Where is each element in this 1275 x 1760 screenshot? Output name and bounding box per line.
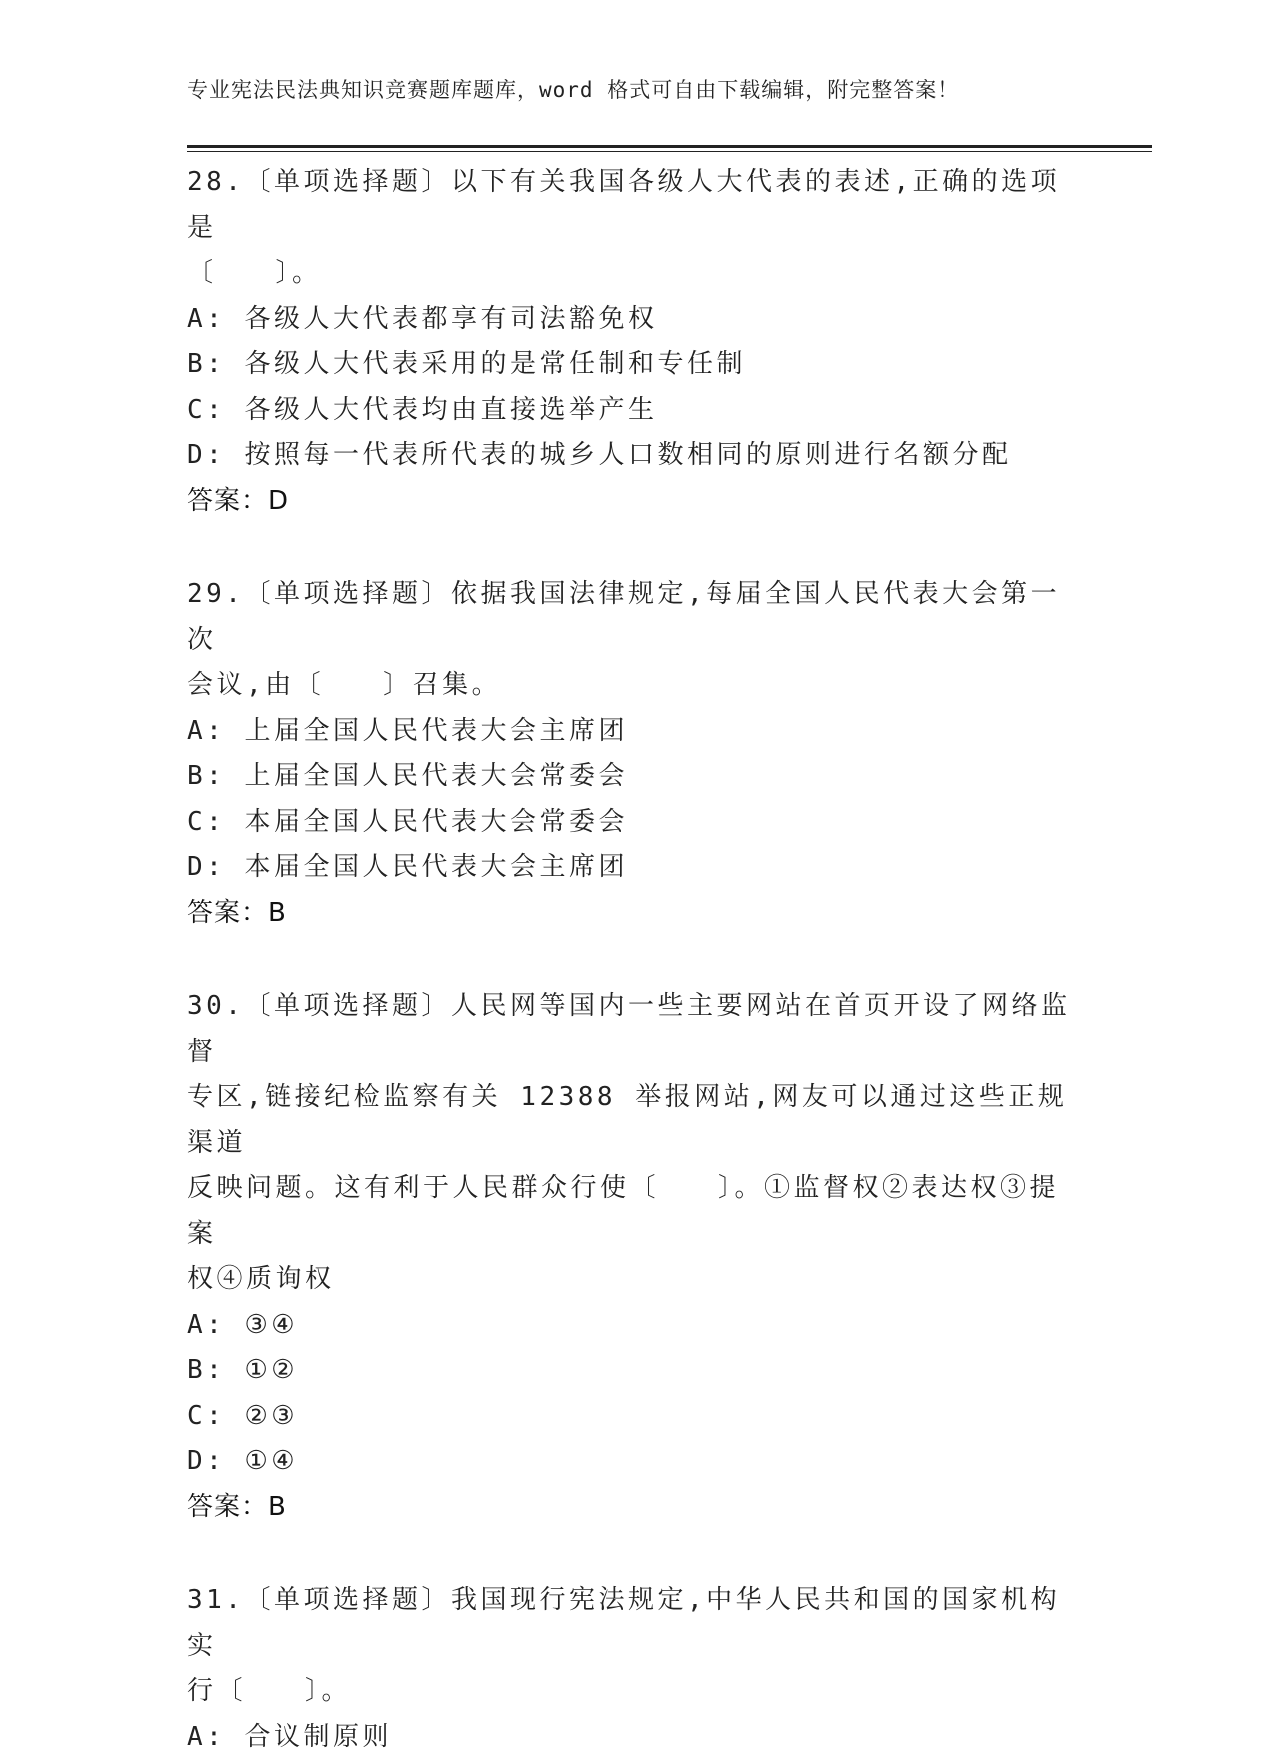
question-stem-line: 29.〔单项选择题〕依据我国法律规定,每届全国人民代表大会第一次 xyxy=(187,572,1087,663)
question-stem-line: 28.〔单项选择题〕以下有关我国各级人大代表的表述,正确的选项是 xyxy=(187,160,1087,251)
question-stem-line: 会议,由〔 〕召集。 xyxy=(187,663,1087,709)
answer: 答案：B xyxy=(187,1485,1087,1531)
question-stem-line: 反映问题。这有利于人民群众行使〔 〕。①监督权②表达权③提案 xyxy=(187,1166,1087,1257)
header-divider-thick xyxy=(187,145,1152,148)
option-b: B: 上届全国人民代表大会常委会 xyxy=(187,754,1087,800)
question-stem-line: 31.〔单项选择题〕我国现行宪法规定,中华人民共和国的国家机构实 xyxy=(187,1578,1087,1669)
question-29 xyxy=(187,572,1087,936)
header-divider-thin xyxy=(187,151,1152,152)
question-31 xyxy=(187,1578,1087,1760)
option-a: A: 合议制原则 xyxy=(187,1715,1087,1760)
option-b: B: 各级人大代表采用的是常任制和专任制 xyxy=(187,342,1087,388)
option-a: A: 各级人大代表都享有司法豁免权 xyxy=(187,297,1087,343)
option-d: D: ①④ xyxy=(187,1439,1087,1485)
option-c: C: 各级人大代表均由直接选举产生 xyxy=(187,388,1087,434)
document-header: 专业宪法民法典知识竞赛题库题库，word 格式可自由下载编辑，附完整答案！ xyxy=(187,74,959,104)
question-28 xyxy=(187,160,1087,524)
option-d: D: 按照每一代表所代表的城乡人口数相同的原则进行名额分配 xyxy=(187,433,1087,479)
option-c: C: ②③ xyxy=(187,1394,1087,1440)
question-stem-line: 行〔 〕。 xyxy=(187,1669,1087,1715)
option-d: D: 本届全国人民代表大会主席团 xyxy=(187,845,1087,891)
question-list xyxy=(187,160,1087,1760)
question-stem-line: 专区,链接纪检监察有关 12388 举报网站,网友可以通过这些正规渠道 xyxy=(187,1075,1087,1166)
option-a: A: ③④ xyxy=(187,1303,1087,1349)
answer: 答案：B xyxy=(187,891,1087,937)
option-b: B: ①② xyxy=(187,1348,1087,1394)
option-a: A: 上届全国人民代表大会主席团 xyxy=(187,709,1087,755)
question-stem-line: 30.〔单项选择题〕人民网等国内一些主要网站在首页开设了网络监督 xyxy=(187,984,1087,1075)
option-c: C: 本届全国人民代表大会常委会 xyxy=(187,800,1087,846)
question-stem-line: 〔 〕。 xyxy=(187,251,1087,297)
question-30 xyxy=(187,984,1087,1530)
answer: 答案：D xyxy=(187,479,1087,525)
question-stem-line: 权④质询权 xyxy=(187,1257,1087,1303)
